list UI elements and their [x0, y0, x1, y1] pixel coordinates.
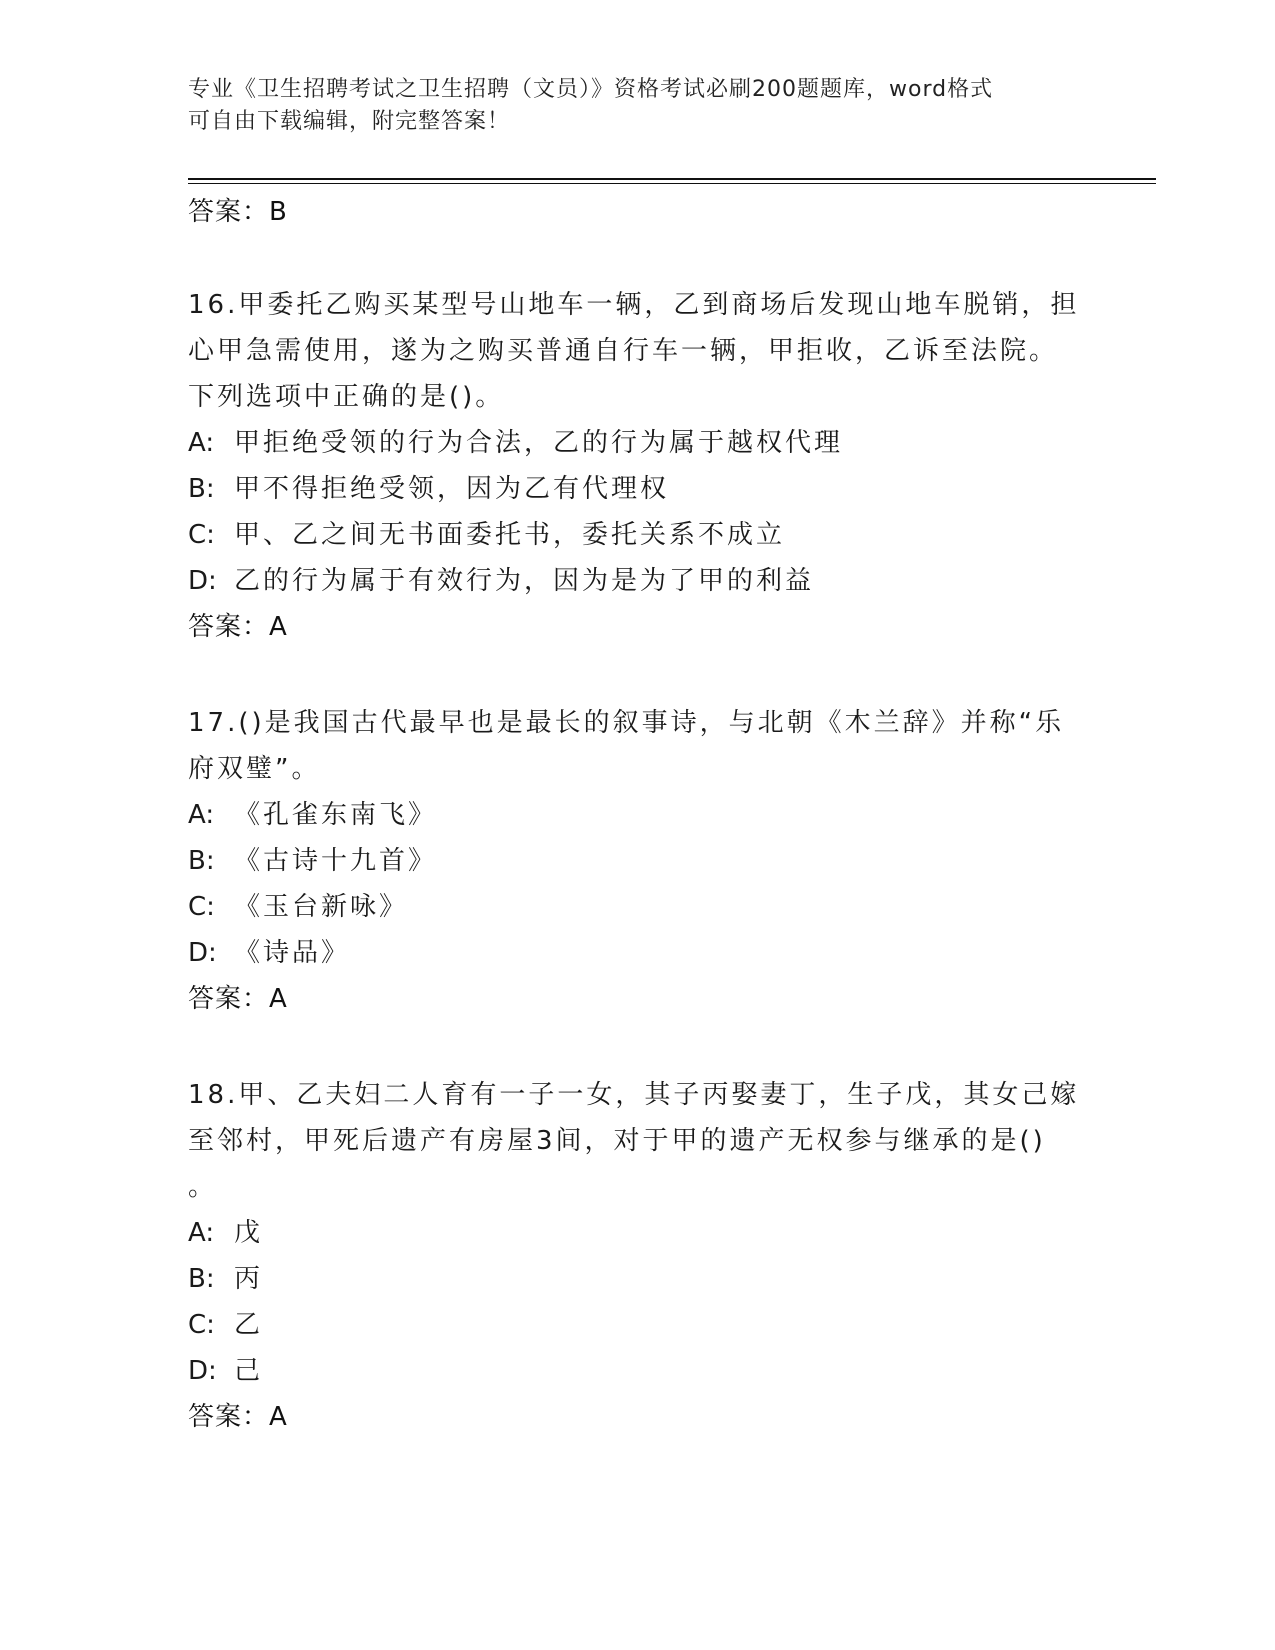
- option-text: 《孔雀东南飞》: [234, 800, 438, 830]
- option-letter: A:: [188, 428, 215, 458]
- option-letter: C:: [188, 892, 215, 922]
- question-stem-line: 心甲急需使用，遂为之购买普通自行车一辆，甲拒收，乙诉至法院。: [188, 336, 1059, 366]
- option-b: [188, 466, 1088, 512]
- answer-label: 答案：A: [188, 1402, 288, 1432]
- question-stem-line: 府双璧”。: [188, 754, 321, 784]
- question-stem-line: 18.甲、乙夫妇二人育有一子一女，其子丙娶妻丁，生子戊，其女己嫁: [188, 1080, 1080, 1110]
- option-text: 丙: [234, 1264, 264, 1294]
- header-title-line-2: 可自由下载编辑，附完整答案！: [188, 109, 511, 134]
- option-text: 甲不得拒绝受领，因为乙有代理权: [234, 474, 670, 504]
- option-text: 乙: [234, 1310, 264, 1340]
- header-divider-thick: [188, 178, 1156, 180]
- option-b: [188, 1256, 1088, 1302]
- page-header: [188, 74, 1088, 138]
- option-letter: A:: [188, 800, 215, 830]
- option-a: [188, 1210, 1088, 1256]
- option-letter: C:: [188, 520, 215, 550]
- option-b: [188, 838, 1088, 884]
- question-stem-line: 16.甲委托乙购买某型号山地车一辆，乙到商场后发现山地车脱销，担: [188, 290, 1080, 320]
- option-letter: D:: [188, 566, 217, 596]
- question-stem-line: 下列选项中正确的是()。: [188, 382, 505, 412]
- question-list: [188, 190, 1088, 1440]
- option-letter: D:: [188, 1356, 217, 1386]
- option-text: 乙的行为属于有效行为，因为是为了甲的利益: [234, 566, 815, 596]
- option-text: 甲、乙之间无书面委托书，委托关系不成立: [234, 520, 786, 550]
- option-letter: B:: [188, 1264, 215, 1294]
- option-c: [188, 884, 1088, 930]
- question-16: [188, 282, 1088, 650]
- option-text: 《玉台新咏》: [234, 892, 409, 922]
- option-d: [188, 1348, 1088, 1394]
- header-title-line-1: 专业《卫生招聘考试之卫生招聘（文员）》资格考试必刷200题题库，word格式: [188, 77, 994, 102]
- previous-answer: 答案：B: [188, 197, 288, 227]
- option-text: 戊: [234, 1218, 264, 1248]
- option-letter: B:: [188, 474, 215, 504]
- option-text: 己: [234, 1356, 264, 1386]
- option-a: [188, 792, 1088, 838]
- question-stem-line: 17.()是我国古代最早也是最长的叙事诗，与北朝《木兰辞》并称“乐: [188, 708, 1065, 738]
- header-divider-thin: [188, 183, 1156, 184]
- answer-label: 答案：A: [188, 984, 288, 1014]
- option-letter: D:: [188, 938, 217, 968]
- question-18: [188, 1072, 1088, 1440]
- question-stem-line: 至邻村，甲死后遗产有房屋3间，对于甲的遗产无权参与继承的是(): [188, 1126, 1046, 1156]
- answer-label: 答案：A: [188, 612, 288, 642]
- option-text: 甲拒绝受领的行为合法，乙的行为属于越权代理: [234, 428, 844, 458]
- question-stem-line: 。: [188, 1172, 218, 1202]
- option-letter: A:: [188, 1218, 215, 1248]
- option-d: [188, 558, 1088, 604]
- option-c: [188, 1302, 1088, 1348]
- option-d: [188, 930, 1088, 976]
- option-letter: B:: [188, 846, 215, 876]
- option-c: [188, 512, 1088, 558]
- question-17: [188, 700, 1088, 1022]
- option-text: 《诗品》: [234, 938, 351, 968]
- option-a: [188, 420, 1088, 466]
- option-text: 《古诗十九首》: [234, 846, 438, 876]
- option-letter: C:: [188, 1310, 215, 1340]
